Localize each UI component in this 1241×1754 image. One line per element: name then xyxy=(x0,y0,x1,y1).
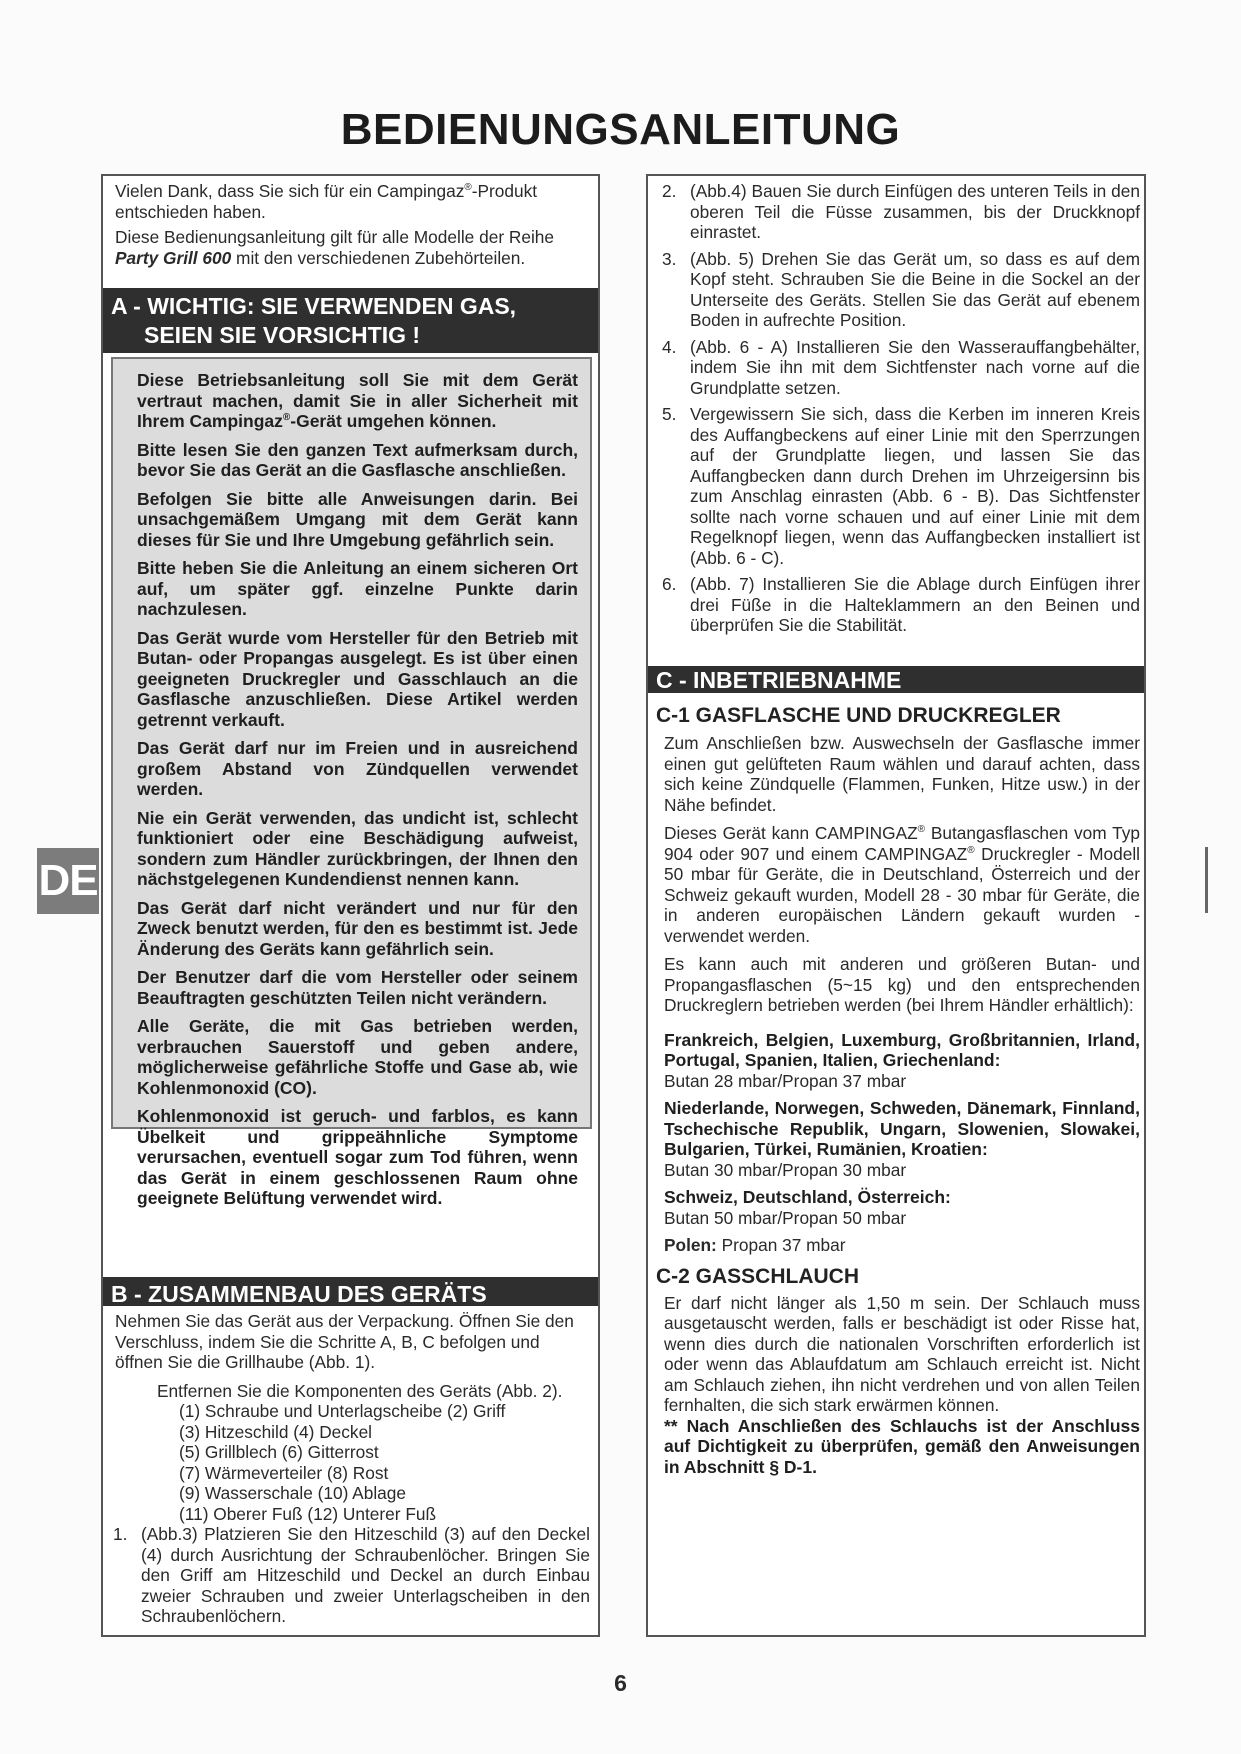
c1-block xyxy=(656,704,1140,1477)
warning-paragraph: Alle Geräte, die mit Gas betrieben werden, verbrauchen Sauerstoff und geben andere, möglicherweise gefährliche Stoffe und Gase ab, wie Kohlenmonoxid (CO). xyxy=(137,1016,578,1098)
pressure-value: Butan 30 mbar/Propan 30 mbar xyxy=(664,1159,907,1180)
c2-heading: C-2 GASSCHLAUCH xyxy=(656,1264,860,1288)
pressure-value: Butan 28 mbar/Propan 37 mbar xyxy=(664,1070,907,1091)
page-number: 6 xyxy=(614,1670,627,1696)
assembly-step: 5. Vergewissern Sie sich, dass die Kerben im inneren Kreis des Auffangbeckens auf einer Linie mit den Sperrzungen auf der Grundplatte liegen, und lassen Sie das Auffangbecken dann durch Drehen im Uhrzeigersinn bis zum Anschlag einrasten (Abb. 6 - B). Das Sichtfenster sollte nach vorne schauen und auf einer Linie mit dem Regelknopf liegen, wenn das Auffangbecken installiert ist (Abb. 6 - C). xyxy=(662,404,1140,568)
components-heading: Entfernen Sie die Komponenten des Geräts (Abb. 2). xyxy=(157,1380,563,1401)
page-title: BEDIENUNGSANLEITUNG xyxy=(340,105,901,154)
assembly-step: 1. (Abb.3) Platzieren Sie den Hitzeschild (3) auf den Deckel (4) durch Ausrichtung der Schraubenlöcher. Bringen Sie den Griff am Hitzeschild und Deckel an durch Einbau zweier Schrauben und zweier Unterlagscheiben in den Schraubenlöchern. xyxy=(113,1524,590,1626)
assembly-step: 4. (Abb. 6 - A) Installieren Sie den Wasserauffangbehälter, indem Sie ihn mit dem Sichtfenster nach vorne auf die Grundplatte setzen. xyxy=(662,336,1140,398)
c2-note: ** Nach Anschließen des Schlauchs ist der Anschluss auf Dichtigkeit zu überprüfen, gemäß den Anweisungen in Abschnitt § D-1. xyxy=(664,1415,1140,1477)
c1-paragraph: Zum Anschließen bzw. Auswechseln der Gasflasche immer einen gut gelüfteten Raum wählen und darauf achten, dass sich keine Zündquelle (Flammen, Funken, Hitze usw.) in der Nähe befindet. xyxy=(664,733,1140,815)
country-list: Frankreich, Belgien, Luxemburg, Großbritannien, Irland, Portugal, Spanien, Italien, Griechenland: xyxy=(664,1029,1140,1070)
warning-paragraph: Nie ein Gerät verwenden, das undicht ist, schlecht funktioniert oder eine Beschädigung aufweist, sondern zum Händler zurückbringen, der Ihnen den nächstgelegenen Kundendienst nennen kann. xyxy=(137,807,578,889)
language-tab: DE xyxy=(37,848,99,914)
safety-text xyxy=(113,359,590,1209)
section-b-heading: B - ZUSAMMENBAU DES GERÄTS xyxy=(103,1277,598,1306)
country-list: Niederlande, Norwegen, Schweden, Dänemark, Finnland, Tschechische Republik, Ungarn, Slowenien, Slowakei, Bulgarien, Türkei, Rumänien, Kroatien: xyxy=(664,1098,1140,1159)
assembly-steps xyxy=(107,1524,590,1627)
country-list: Schweiz, Deutschland, Österreich: xyxy=(664,1187,951,1207)
left-column xyxy=(101,174,600,1637)
right-column xyxy=(646,174,1146,1637)
component-line: (11) Oberer Fuß (12) Unterer Fuß xyxy=(179,1503,437,1524)
assembly-block xyxy=(115,1311,590,1627)
edge-marker xyxy=(1205,847,1208,913)
country-group xyxy=(664,1030,1140,1092)
warning-paragraph: Befolgen Sie bitte alle Anweisungen darin. Bei unsachgemäßem Umgang mit dem Gerät kann dieses für Sie und Ihre Umgebung gefährlich sein. xyxy=(137,488,578,550)
assembly-step: 3. (Abb. 5) Drehen Sie das Gerät um, so dass es auf dem Kopf steht. Schrauben Sie die Beine in die Sockel an der Unterseite des Geräts. Stellen Sie das Gerät auf ebenem Boden in aufrechte Position. xyxy=(662,248,1140,330)
poland-pressure: Polen: Propan 37 mbar xyxy=(664,1235,846,1255)
assembly-step: 6. (Abb. 7) Installieren Sie die Ablage durch Einfügen ihrer drei Füße in die Halteklammern an den Beinen und überprüfen Sie die Stabilität. xyxy=(662,574,1140,635)
component-line: (1) Schraube und Unterlagscheibe (2) Griff xyxy=(179,1401,506,1421)
intro-scope: Diese Bedienungsanleitung gilt für alle Modelle der Reihe Party Grill 600 mit den verschiedenen Zubehörteilen. xyxy=(115,227,555,268)
intro-thanks: Vielen Dank, dass Sie sich für ein Campingaz®-Produkt entschieden haben. xyxy=(115,181,538,222)
assembly-steps-continued xyxy=(656,181,1140,636)
safety-warning-box xyxy=(111,357,592,1208)
warning-paragraph: Der Benutzer darf die vom Hersteller oder seinem Beauftragten geschützten Teilen nicht verändern. xyxy=(137,967,578,1008)
c2-paragraph: Er darf nicht länger als 1,50 m sein. Der Schlauch muss ausgetauscht werden, falls er beschädigt ist oder Risse hat, wenn dies durch die nationalen Vorschriften erforderlich ist oder wenn das Ablaufdatum am Schlauch erreicht ist. Nicht am Schlauch ziehen, ihn nicht verdrehen und von allen Teilen fernhalten, die sich stark erwärmen können. xyxy=(664,1292,1140,1415)
assembly-intro: Nehmen Sie das Gerät aus der Verpackung. Öffnen Sie den Verschluss, indem Sie die Schritte A, B, C befolgen und öffnen Sie die Grillhaube (Abb. 1). xyxy=(115,1311,574,1372)
c1-heading: C-1 GASFLASCHE UND DRUCKREGLER xyxy=(656,704,1061,727)
country-group xyxy=(664,1098,1140,1180)
component-line: (5) Grillblech (6) Gitterrost xyxy=(179,1442,379,1462)
warning-paragraph: Bitte lesen Sie den ganzen Text aufmerksam durch, bevor Sie das Gerät an die Gasflasche anschließen. xyxy=(137,439,578,480)
assembly-step: 2. (Abb.4) Bauen Sie durch Einfügen des unteren Teils in den oberen Teil die Füsse zusammen, bis der Druckknopf einrastet. xyxy=(662,181,1140,242)
c2-body xyxy=(656,1293,1140,1478)
warning-paragraph: Kohlenmonoxid ist geruch- und farblos, es kann Übelkeit und grippeähnliche Symptome verursachen, eventuell sogar zum Tod führen, wenn das Gerät in einem geschlossenen Raum ohne geeignete Belüftung verwendet wird. xyxy=(137,1106,578,1208)
component-line: (7) Wärmeverteiler (8) Rost xyxy=(179,1462,389,1483)
c1-paragraph: Dieses Gerät kann CAMPINGAZ® Butangasflaschen vom Typ 904 oder 907 und einem CAMPINGAZ® Druckregler - Modell 50 mbar für Geräte, die in Deutschland, Österreich und der Schweiz gekauft wurden, Modell 28 - 30 mbar für Geräte, die in anderen europäischen Ländern gekauft wurden - verwendet werden. xyxy=(664,823,1141,946)
c1-paragraph: Es kann auch mit anderen und größeren Butan- und Propangasflaschen (5~15 kg) und den entsprechenden Druckreglern betrieben werden (bei Ihrem Händler erhältlich): xyxy=(664,954,1140,1015)
warning-paragraph: Das Gerät darf nicht verändert und nur für den Zweck benutzt werden, für den es bestimmt ist. Jede Änderung des Geräts kann gefährlich sein. xyxy=(137,897,578,959)
warning-paragraph: Bitte heben Sie die Anleitung an einem sicheren Ort auf, um später ggf. einzelne Punkte darin nachzulesen. xyxy=(137,558,578,619)
section-a-heading: A - WICHTIG: SIE VERWENDEN GAS, SEIEN SIE VORSICHTIG ! xyxy=(103,288,598,353)
warning-paragraph: Das Gerät darf nur im Freien und in ausreichend großem Abstand von Zündquellen verwendet werden. xyxy=(137,738,578,799)
components-list xyxy=(115,1401,590,1524)
country-group xyxy=(664,1187,1140,1228)
section-c-heading: C - INBETRIEBNAHME xyxy=(648,666,1144,693)
component-line: (9) Wasserschale (10) Ablage xyxy=(179,1483,406,1503)
c1-body xyxy=(656,733,1140,1256)
pressure-value: Butan 50 mbar/Propan 50 mbar xyxy=(664,1207,907,1228)
component-line: (3) Hitzeschild (4) Deckel xyxy=(179,1421,373,1442)
warning-paragraph: Diese Betriebsanleitung soll Sie mit dem Gerät vertraut machen, damit Sie in aller Sicherheit mit Ihrem Campingaz®-Gerät umgehen können. xyxy=(137,370,578,431)
intro-block xyxy=(115,181,590,268)
warning-paragraph: Das Gerät wurde vom Hersteller für den Betrieb mit Butan- oder Propangas ausgelegt. Es ist über einen geeigneten Druckregler und Gasschlauch an die Gasflasche anzuschließen. Diese Artikel werden getrennt verkauft. xyxy=(137,627,578,730)
